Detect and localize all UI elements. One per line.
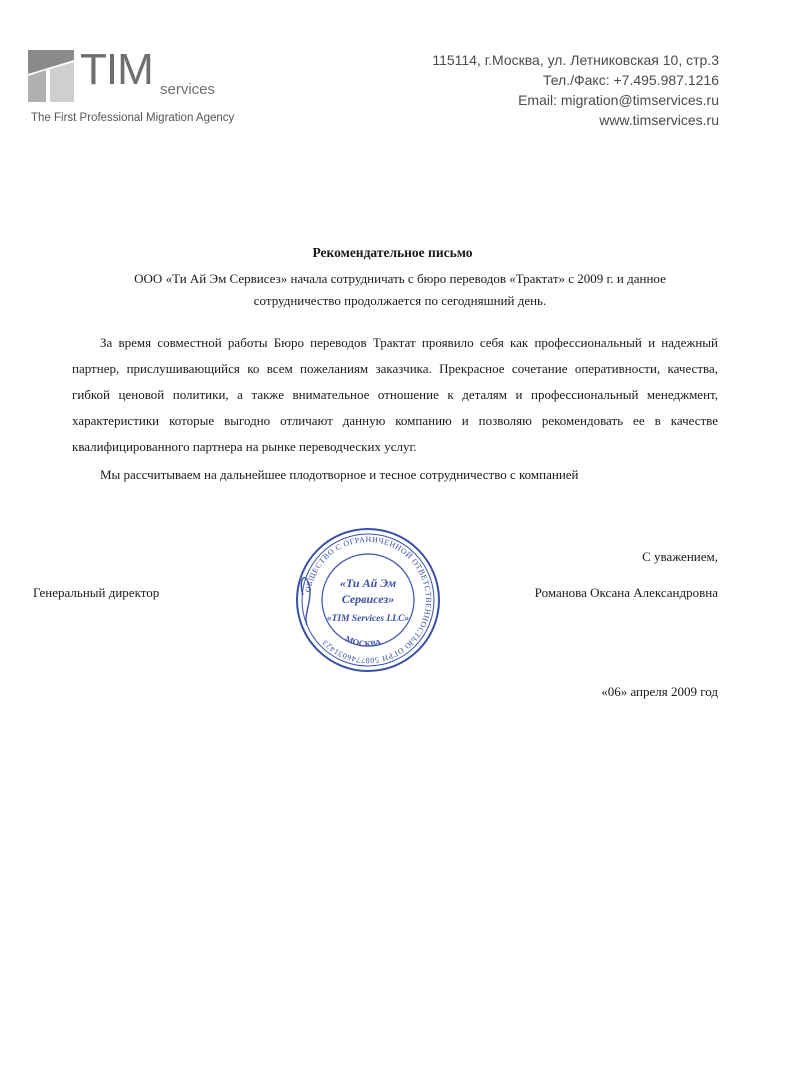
stamp-line-3: «TIM Services LLC»: [326, 614, 410, 624]
contact-block: [432, 50, 719, 130]
stamp-outer-ring-text: ОБЩЕСТВО С ОГРАНИЧЕННОЙ ОТВЕТСТВЕННОСТЬЮ ОГРН 5087746031423: [303, 534, 434, 666]
stamp-seal-icon: [293, 525, 443, 675]
phone-line: Тел./Факс: +7.495.987.1216: [542, 72, 719, 88]
logo-brand: TIM: [80, 45, 153, 94]
signer-position: Генеральный директор: [33, 585, 160, 600]
stamp-city-text: МОСКВА: [343, 633, 383, 649]
logo-mark-icon: [28, 44, 76, 104]
letter-title: Рекомендательное письмо: [312, 245, 473, 260]
closing-regards: С уважением,: [642, 549, 718, 564]
svg-text:МОСКВА: [344, 633, 383, 648]
address-line: 115114, г.Москва, ул. Летниковская 10, стр.3: [432, 52, 719, 68]
company-logo: [28, 44, 258, 134]
stamp-line-1: «Ти Ай Эм: [339, 576, 397, 590]
letter-paragraph-2: Мы рассчитываем на дальнейшее плодотворное и тесное сотрудничество с компанией: [100, 467, 579, 482]
letter-paragraph-1: За время совместной работы Бюро переводов Трактат проявило себя как профессиональный и надежный партнер, прислушивающийся ко всем пожеланиям заказчика. Прекрасное сочетание оперативности, качества, гибкой ценовой политики, а также внимательное отношение к деталям и профессиональный менеджмент, характеристики которые выгодно отличают данную компанию и позволяю рекомендовать ее в качестве квалифицированного партнера на рынке переводческих услуг.: [72, 335, 718, 454]
logo-tagline: The First Professional Migration Agency: [31, 112, 235, 124]
logo-subtitle: services: [160, 81, 216, 98]
website-line: www.timservices.ru: [599, 112, 719, 128]
letter-date: «06» апреля 2009 год: [601, 684, 718, 699]
letter-intro: ООО «Ти Ай Эм Сервисез» начала сотрудничать с бюро переводов «Трактат» с 2009 г. и данное сотрудничество продолжается по сегодняшний день.: [134, 271, 666, 308]
email-line: Email: migration@timservices.ru: [518, 92, 719, 108]
signer-name: Романова Оксана Александровна: [534, 585, 718, 600]
company-stamp: [293, 525, 443, 675]
stamp-line-2: Сервисез»: [341, 592, 395, 606]
